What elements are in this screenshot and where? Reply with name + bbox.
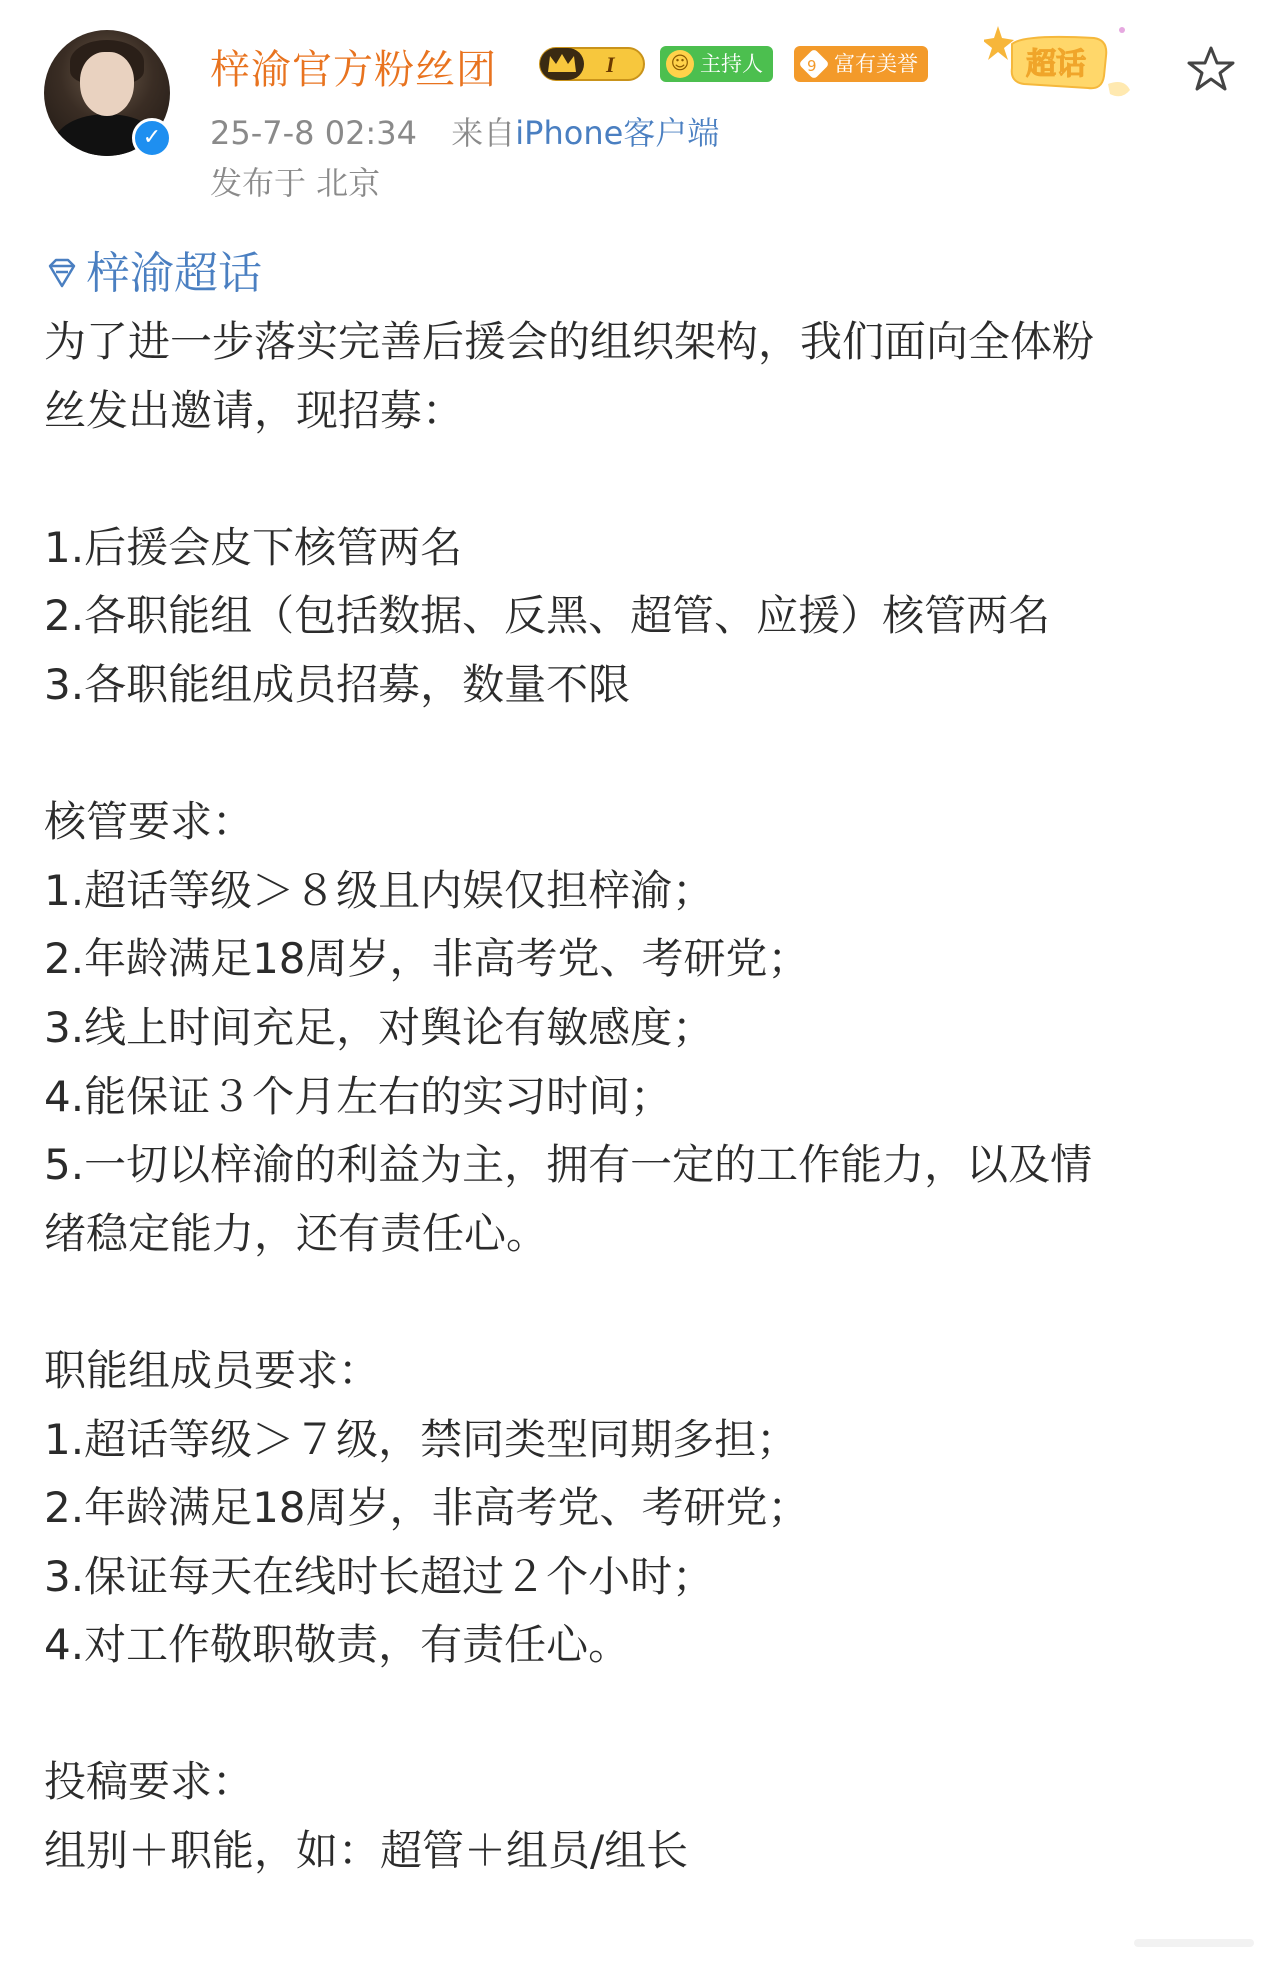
member-requirements-title: 职能组成员要求： <box>44 1345 381 1395</box>
member-requirement: 2.年龄满足18周岁，非高考党、考研党； <box>44 1483 810 1533</box>
recruit-item: 3.各职能组成员招募，数量不限 <box>44 659 631 709</box>
topic-label: 梓渝超话 <box>86 247 262 299</box>
rich-badge-label: 富有美誉 <box>834 52 918 76</box>
core-requirement: 4.能保证３个月左右的实习时间； <box>44 1071 673 1121</box>
host-badge-label: 主持人 <box>700 52 763 76</box>
core-requirement: 绪稳定能力，还有责任心。 <box>44 1208 549 1258</box>
submit-requirements-title: 投稿要求： <box>44 1757 255 1807</box>
post-header <box>0 0 1284 200</box>
intro-line: 丝发出邀请，现招募： <box>44 385 465 435</box>
rich-badge-icon <box>798 48 829 79</box>
member-requirement: 3.保证每天在线时长超过２个小时； <box>44 1551 715 1601</box>
host-badge[interactable] <box>660 46 773 82</box>
post-location: 发布于 北京 <box>210 164 381 202</box>
post-content <box>44 240 1244 1886</box>
core-requirement: 2.年龄满足18周岁，非高考党、考研党； <box>44 934 810 984</box>
member-requirement: 1.超话等级＞７级，禁同类型同期多担； <box>44 1414 799 1464</box>
super-topic-icon[interactable] <box>984 22 1134 102</box>
core-requirement: 3.线上时间充足，对舆论有敏感度； <box>44 1002 715 1052</box>
avatar-face <box>80 52 134 116</box>
super-topic-label: 超话 <box>1026 47 1086 82</box>
star-icon[interactable] <box>1186 44 1236 94</box>
core-requirement: 5.一切以梓渝的利益为主，拥有一定的工作能力，以及情 <box>44 1140 1093 1190</box>
core-requirements-title: 核管要求： <box>44 797 255 847</box>
source-prefix: 来自 <box>451 114 516 152</box>
topic-link[interactable] <box>44 240 1244 308</box>
rich-badge[interactable] <box>794 46 928 82</box>
source-client-link[interactable]: iPhone客户端 <box>515 114 720 152</box>
crown-level-icon[interactable] <box>536 44 648 84</box>
level-text: I <box>606 52 615 77</box>
host-badge-icon: ☺ <box>666 50 694 78</box>
recruit-item: 1.后援会皮下核管两名 <box>44 522 463 572</box>
core-requirement: 1.超话等级＞８级且内娱仅担梓渝； <box>44 865 715 915</box>
author-name[interactable]: 梓渝官方粉丝团 <box>210 47 497 93</box>
post-timestamp: 25-7-8 02:34 <box>210 114 417 152</box>
post-meta <box>210 108 719 154</box>
recruit-item: 2.各职能组（包括数据、反黑、超管、应援）核管两名 <box>44 591 1051 641</box>
intro-line: 为了进一步落实完善后援会的组织架构，我们面向全体粉 <box>44 317 1095 366</box>
topic-diamond-icon <box>44 258 80 290</box>
member-requirement: 4.对工作敬职敬责，有责任心。 <box>44 1620 631 1670</box>
submit-format: 组别＋职能，如：超管＋组员/组长 <box>44 1826 689 1876</box>
watermark <box>1134 1931 1254 1955</box>
rich-level: 9 <box>807 57 817 76</box>
verified-icon: ✓ <box>132 118 172 158</box>
